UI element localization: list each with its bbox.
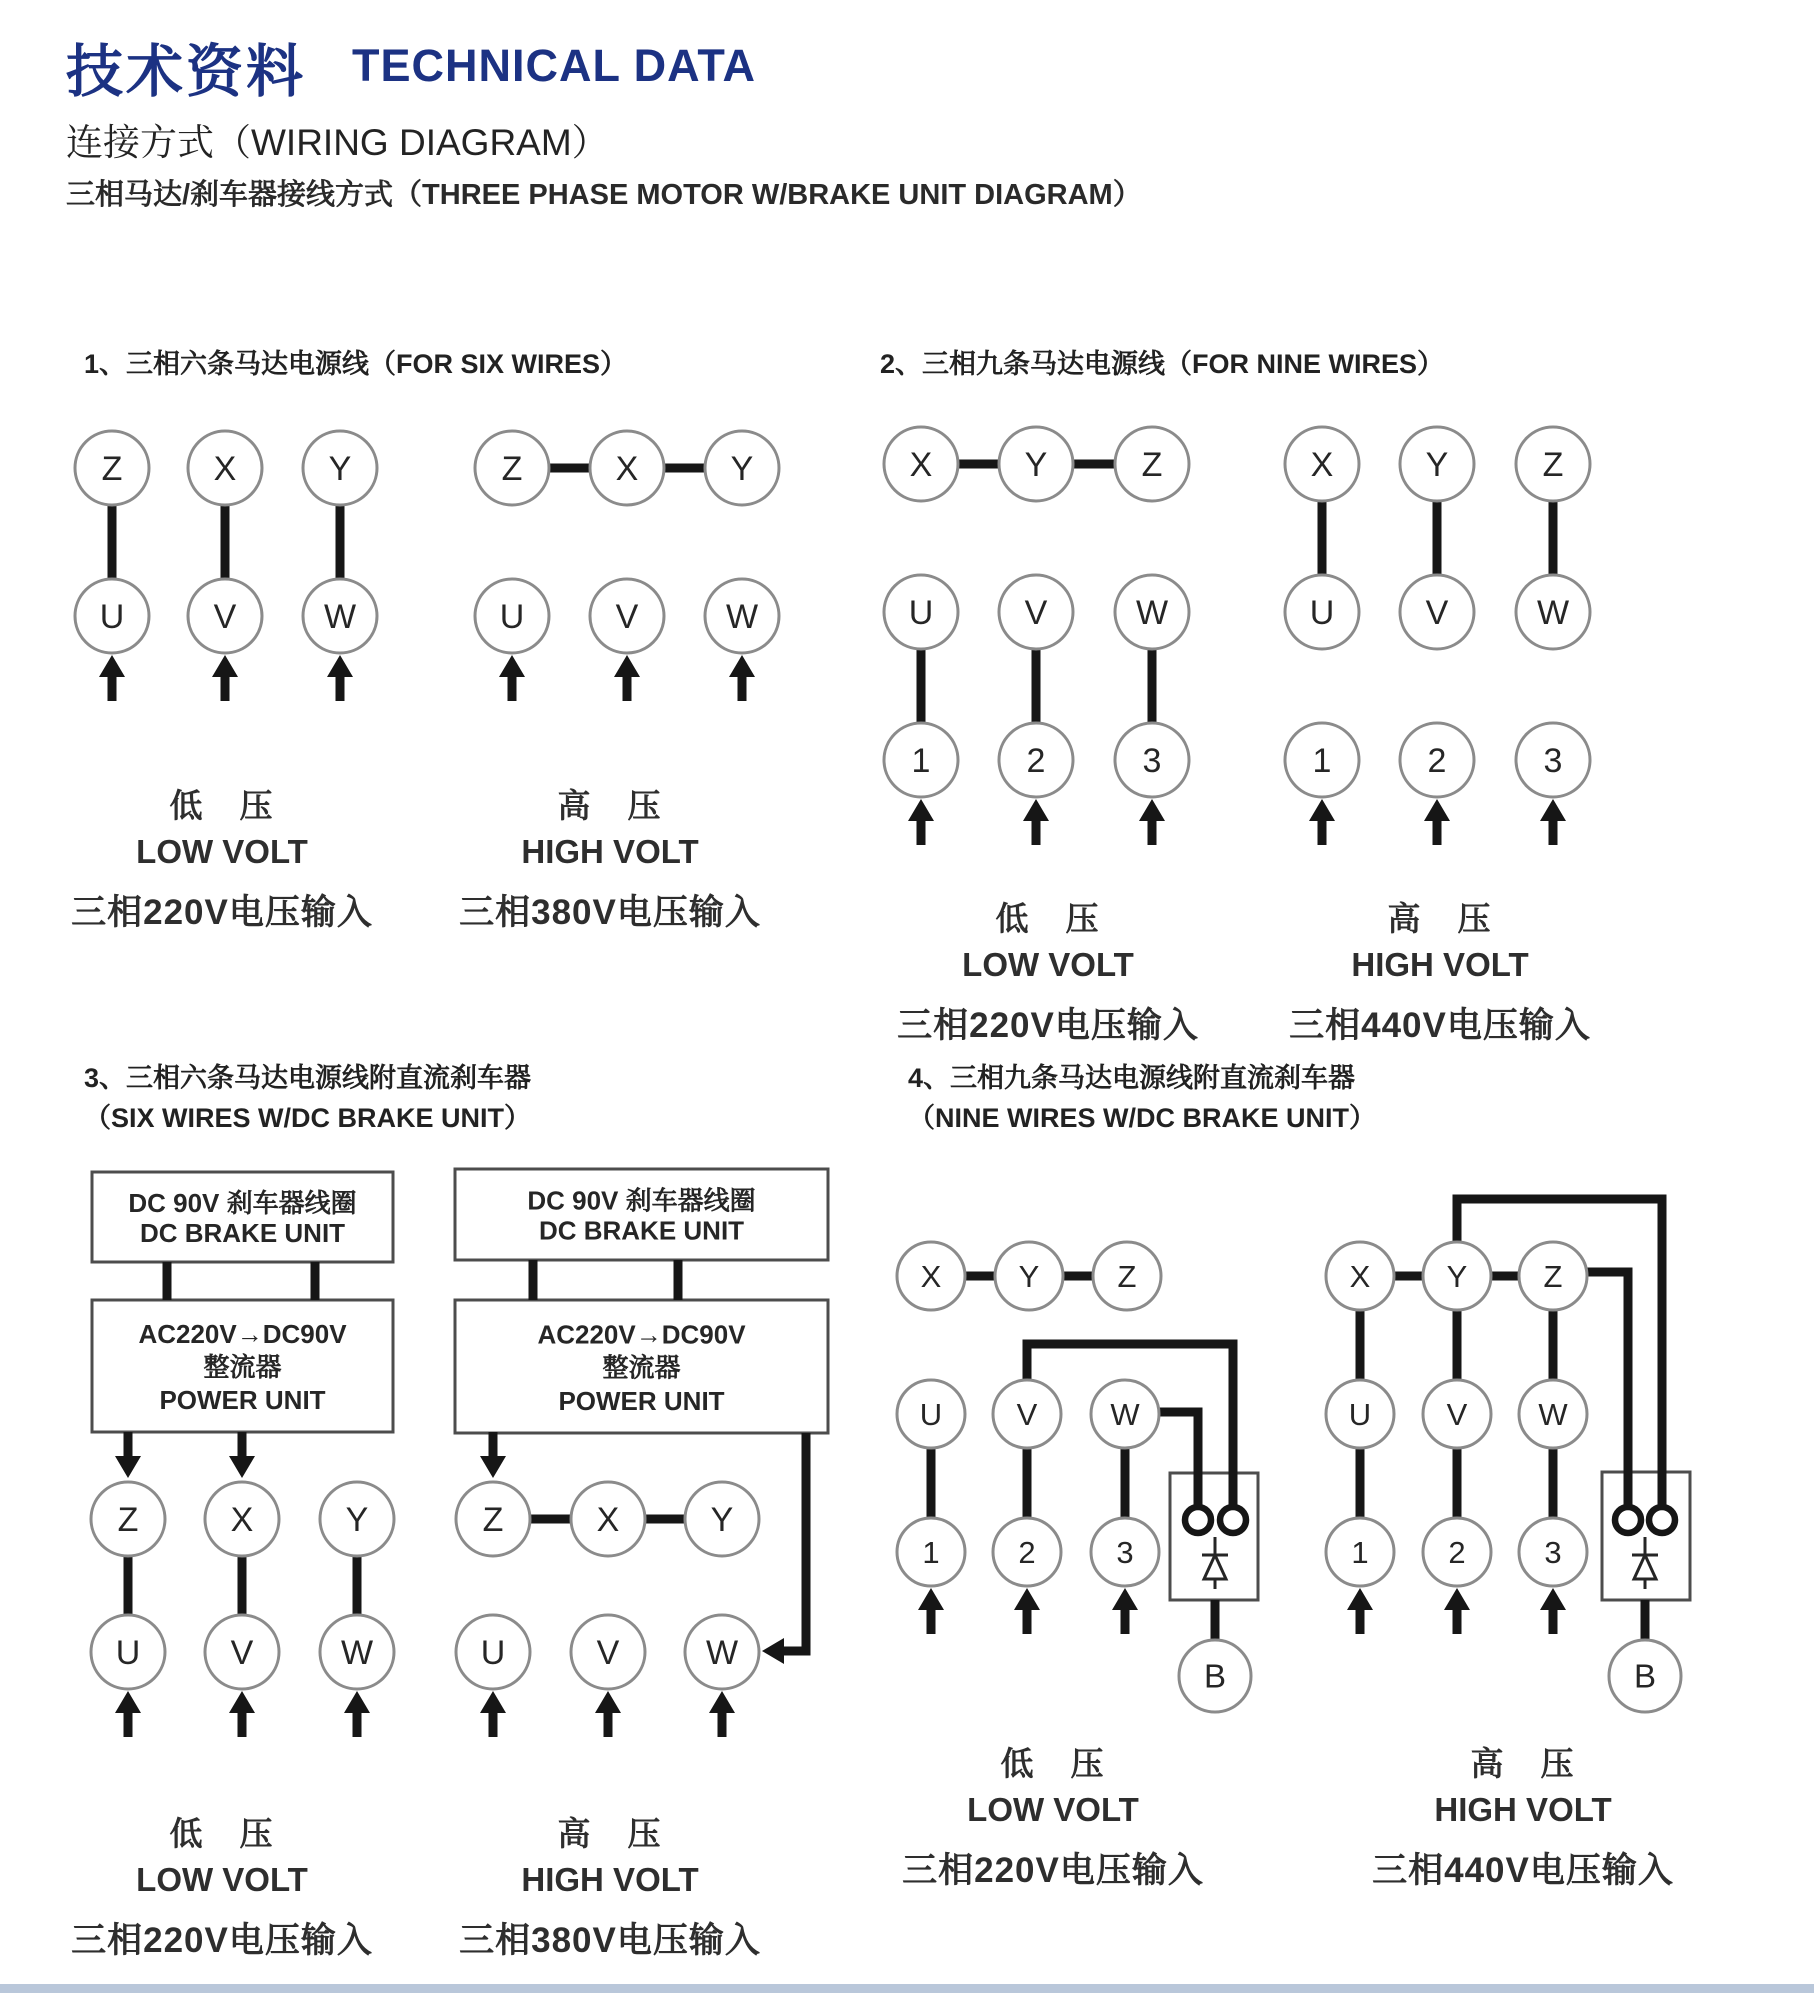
- volt-label-3-high: [440, 1808, 780, 1963]
- brake-terminal-circle: [1220, 1507, 1246, 1533]
- volt-label-1-high: [440, 780, 780, 935]
- terminal-label-X: X: [909, 445, 933, 484]
- terminal-label-Y: Y: [328, 449, 352, 488]
- terminal-label-X: X: [596, 1500, 620, 1539]
- arrow-up-icon: [709, 1691, 735, 1737]
- power-unit-box-3-low-label: 整流器: [203, 1352, 282, 1382]
- volt-input-spec: 三相380V电压输入: [459, 893, 761, 932]
- terminal-label-1: 1: [911, 741, 931, 780]
- arrow-down-icon: [480, 1432, 506, 1478]
- page-description: 三相马达/刹车器接线方式（THREE PHASE MOTOR W/BRAKE UNIT DIAGRAM）: [66, 179, 1142, 211]
- section-4-heading-line2: （NINE WIRES W/DC BRAKE UNIT）: [908, 1103, 1376, 1133]
- volt-input-spec: 三相220V电压输入: [71, 893, 373, 932]
- terminal-label-X: X: [615, 449, 639, 488]
- volt-input-spec: 三相220V电压输入: [902, 1851, 1204, 1890]
- volt-label-1-low: [52, 780, 392, 935]
- arrow-up-icon: [1014, 1588, 1040, 1634]
- power-unit-box-3-low-label: AC220V→DC90V: [138, 1319, 347, 1349]
- arrow-up-icon: [499, 655, 525, 701]
- terminal-label-Y: Y: [1446, 1258, 1468, 1294]
- brake-terminal-circle: [1649, 1507, 1675, 1533]
- terminal-label-V: V: [615, 597, 639, 636]
- volt-label-en: HIGH VOLT: [1434, 1791, 1612, 1828]
- terminal-label-B: B: [1633, 1657, 1657, 1695]
- arrow-up-icon: [1112, 1588, 1138, 1634]
- terminal-label-2: 2: [1427, 741, 1447, 780]
- arrow-up-icon: [1347, 1588, 1373, 1634]
- volt-input-spec: 三相440V电压输入: [1372, 1851, 1674, 1890]
- terminal-label-2: 2: [1026, 741, 1046, 780]
- volt-label-en: HIGH VOLT: [521, 833, 699, 870]
- terminal-label-X: X: [1310, 445, 1334, 484]
- volt-label-zh: 低 压: [1000, 1745, 1106, 1782]
- terminal-label-W: W: [725, 597, 759, 636]
- power-unit-box-3-high-label: AC220V→DC90V: [537, 1319, 746, 1350]
- volt-input-spec: 三相220V电压输入: [71, 1921, 373, 1960]
- volt-label-en: LOW VOLT: [967, 1791, 1139, 1828]
- volt-label-2-low: [878, 893, 1218, 1048]
- terminal-label-W: W: [1536, 593, 1570, 632]
- terminal-label-U: U: [115, 1633, 141, 1672]
- brake-feed-wire-3-high: [776, 1433, 806, 1651]
- section-4-heading: [908, 1058, 1376, 1138]
- terminal-label-2: 2: [1018, 1534, 1036, 1570]
- arrow-up-icon: [327, 655, 353, 701]
- terminal-label-Y: Y: [730, 449, 754, 488]
- terminal-label-Z: Z: [501, 449, 523, 488]
- terminal-label-V: V: [596, 1633, 620, 1672]
- volt-input-spec: 三相440V电压输入: [1289, 1006, 1591, 1045]
- terminal-label-1: 1: [922, 1534, 940, 1570]
- volt-label-zh: 高 压: [557, 1815, 663, 1852]
- arrow-up-icon: [344, 1691, 370, 1737]
- volt-label-4-high: [1353, 1738, 1693, 1893]
- dc-brake-unit-box-3-low-label: DC 90V 刹车器线圈: [128, 1188, 357, 1218]
- arrow-up-icon: [1424, 799, 1450, 845]
- terminal-label-W: W: [1110, 1396, 1140, 1432]
- terminal-label-Y: Y: [1024, 445, 1048, 484]
- terminal-label-W: W: [705, 1633, 739, 1672]
- arrow-up-icon: [99, 655, 125, 701]
- arrow-up-icon: [729, 655, 755, 701]
- dc-brake-unit-box-3-low-label: DC BRAKE UNIT: [139, 1218, 346, 1248]
- terminal-label-Z: Z: [117, 1500, 139, 1539]
- terminal-label-Z: Z: [482, 1500, 504, 1539]
- terminal-label-V: V: [1024, 593, 1048, 632]
- terminal-label-3: 3: [1116, 1534, 1134, 1570]
- terminal-label-Z: Z: [101, 449, 123, 488]
- terminal-label-X: X: [230, 1500, 254, 1539]
- arrow-up-icon: [1023, 799, 1049, 845]
- page-subtitle: 连接方式（WIRING DIAGRAM）: [66, 122, 609, 163]
- terminal-label-V: V: [1425, 593, 1449, 632]
- section-3-heading-line1: 3、三相六条马达电源线附直流刹车器: [84, 1063, 532, 1093]
- page-title-en: TECHNICAL DATA: [352, 40, 756, 91]
- terminal-label-W: W: [1538, 1396, 1568, 1432]
- section-4-heading-line1: 4、三相九条马达电源线附直流刹车器: [908, 1063, 1356, 1093]
- volt-label-3-low: [52, 1808, 392, 1963]
- terminal-label-1: 1: [1351, 1534, 1369, 1570]
- arrow-up-icon: [1540, 799, 1566, 845]
- terminal-label-Y: Y: [710, 1500, 734, 1539]
- terminal-label-U: U: [499, 597, 525, 636]
- page-title-zh: 技术资料: [66, 40, 306, 104]
- terminal-label-X: X: [213, 449, 237, 488]
- arrow-up-icon: [229, 1691, 255, 1737]
- terminal-label-B: B: [1203, 1657, 1227, 1695]
- volt-label-zh: 低 压: [995, 900, 1101, 937]
- section-3-heading-line2: （SIX WIRES W/DC BRAKE UNIT）: [84, 1103, 532, 1133]
- terminal-label-W: W: [323, 597, 357, 636]
- dc-brake-unit-box-3-high-label: DC 90V 刹车器线圈: [527, 1185, 756, 1216]
- terminal-label-1: 1: [1312, 741, 1332, 780]
- volt-label-en: LOW VOLT: [136, 1861, 308, 1898]
- terminal-label-V: V: [1016, 1396, 1038, 1432]
- volt-label-en: LOW VOLT: [962, 946, 1134, 983]
- terminal-label-Z: Z: [1117, 1258, 1137, 1294]
- terminal-label-3: 3: [1543, 741, 1563, 780]
- brake-terminal-circle: [1185, 1507, 1211, 1533]
- terminal-label-V: V: [1446, 1396, 1468, 1432]
- volt-label-4-low: [883, 1738, 1223, 1893]
- brake-terminal-circle: [1615, 1507, 1641, 1533]
- terminal-label-2: 2: [1448, 1534, 1466, 1570]
- volt-label-zh: 高 压: [1470, 1745, 1576, 1782]
- volt-label-zh: 低 压: [169, 787, 275, 824]
- arrow-down-icon: [229, 1432, 255, 1478]
- section-2-heading: 2、三相九条马达电源线（FOR NINE WIRES）: [880, 349, 1445, 379]
- section-1-heading: 1、三相六条马达电源线（FOR SIX WIRES）: [84, 349, 628, 379]
- volt-label-en: LOW VOLT: [136, 833, 308, 870]
- arrow-up-icon: [1444, 1588, 1470, 1634]
- terminal-label-Y: Y: [1018, 1258, 1040, 1294]
- arrow-up-icon: [115, 1691, 141, 1737]
- arrow-up-icon: [614, 655, 640, 701]
- arrow-left-icon: [762, 1638, 784, 1664]
- section-3-heading: [84, 1058, 531, 1138]
- terminal-label-V: V: [230, 1633, 254, 1672]
- volt-input-spec: 三相380V电压输入: [459, 1921, 761, 1960]
- terminal-label-X: X: [1349, 1258, 1371, 1294]
- arrow-up-icon: [1309, 799, 1335, 845]
- volt-input-spec: 三相220V电压输入: [897, 1006, 1199, 1045]
- volt-label-en: HIGH VOLT: [1351, 946, 1529, 983]
- arrow-up-icon: [1139, 799, 1165, 845]
- terminal-label-Z: Z: [1543, 1258, 1563, 1294]
- terminal-label-U: U: [1309, 593, 1335, 632]
- arrow-up-icon: [595, 1691, 621, 1737]
- power-unit-box-3-high-label: 整流器: [602, 1352, 681, 1383]
- terminal-label-Z: Z: [1141, 445, 1163, 484]
- arrow-up-icon: [918, 1588, 944, 1634]
- terminal-label-U: U: [480, 1633, 506, 1672]
- arrow-up-icon: [480, 1691, 506, 1737]
- volt-label-zh: 低 压: [169, 1815, 275, 1852]
- terminal-label-V: V: [213, 597, 237, 636]
- dc-brake-unit-box-3-high-label: DC BRAKE UNIT: [538, 1215, 745, 1246]
- volt-label-zh: 高 压: [1387, 900, 1493, 937]
- volt-label-2-high: [1270, 893, 1610, 1048]
- terminal-label-U: U: [908, 593, 934, 632]
- power-unit-box-3-high-label: POWER UNIT: [558, 1385, 725, 1416]
- arrow-up-icon: [212, 655, 238, 701]
- terminal-label-U: U: [1348, 1396, 1372, 1432]
- volt-label-en: HIGH VOLT: [521, 1861, 699, 1898]
- volt-label-zh: 高 压: [557, 787, 663, 824]
- terminal-label-X: X: [920, 1258, 942, 1294]
- terminal-label-W: W: [340, 1633, 374, 1672]
- arrow-down-icon: [115, 1432, 141, 1478]
- power-unit-box-3-low-label: POWER UNIT: [159, 1385, 326, 1415]
- terminal-label-W: W: [1135, 593, 1169, 632]
- terminal-label-Z: Z: [1542, 445, 1564, 484]
- terminal-label-3: 3: [1544, 1534, 1562, 1570]
- arrow-up-icon: [908, 799, 934, 845]
- terminal-label-Y: Y: [1425, 445, 1449, 484]
- terminal-label-Y: Y: [345, 1500, 369, 1539]
- page-bottom-strip: [0, 1984, 1814, 1993]
- arrow-up-icon: [1540, 1588, 1566, 1634]
- terminal-label-U: U: [919, 1396, 943, 1432]
- terminal-label-U: U: [99, 597, 125, 636]
- terminal-label-3: 3: [1142, 741, 1162, 780]
